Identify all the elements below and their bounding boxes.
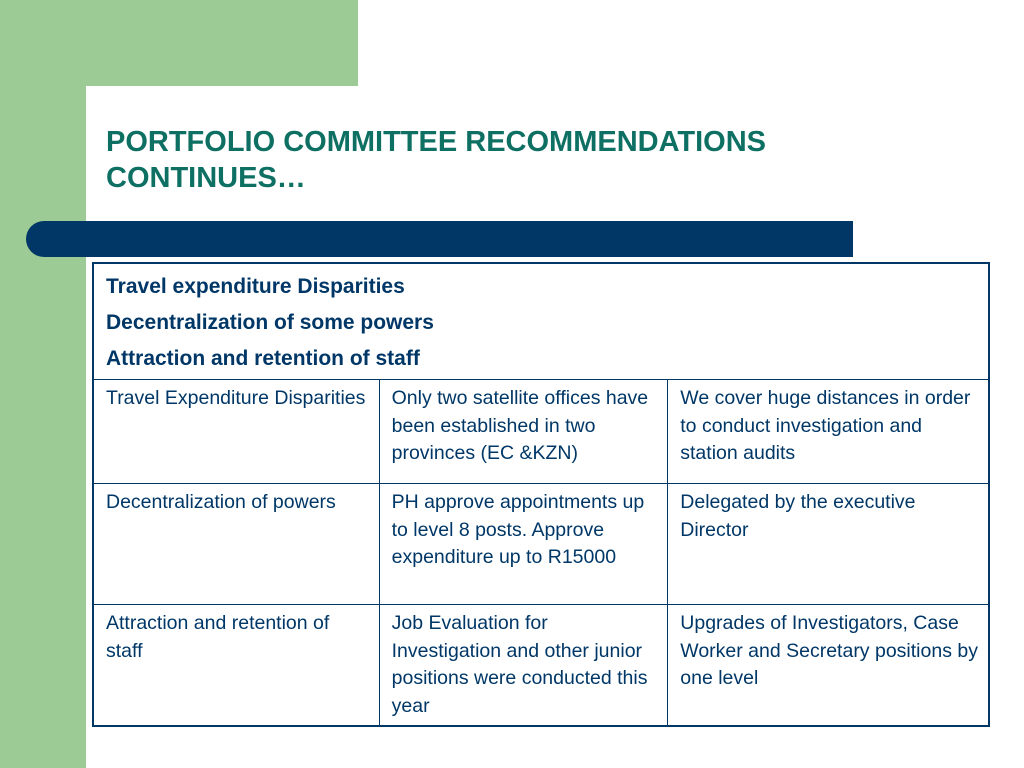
recommendations-table: [92, 262, 990, 727]
table-cell-topic: Decentralization of powers: [93, 484, 379, 605]
table-row: [93, 484, 989, 605]
header-line: Travel expenditure Disparities: [106, 275, 405, 298]
green-side-band: [0, 0, 86, 768]
green-top-band: [0, 0, 358, 86]
title-divider-bar: [26, 221, 853, 257]
slide-title: [106, 124, 986, 196]
table-cell-comment: We cover huge distances in order to conduct investigation and station audits: [668, 380, 989, 484]
table-header-cell: [93, 263, 989, 380]
table-cell-topic: Travel Expenditure Disparities: [93, 380, 379, 484]
table-cell-topic: Attraction and retention of staff: [93, 605, 379, 727]
table-row: [93, 605, 989, 727]
table-cell-action: PH approve appointments up to level 8 posts. Approve expenditure up to R15000: [379, 484, 668, 605]
table-cell-comment: Upgrades of Investigators, Case Worker and Secretary positions by one level: [668, 605, 989, 727]
slide-title-line-1: PORTFOLIO COMMITTEE RECOMMENDATIONS: [106, 126, 766, 158]
header-line: Attraction and retention of staff: [106, 347, 420, 370]
header-line: Decentralization of some powers: [106, 311, 434, 334]
table-row: [93, 380, 989, 484]
table-cell-action: Job Evaluation for Investigation and other junior positions were conducted this year: [379, 605, 668, 727]
slide-title-line-2: CONTINUES…: [106, 162, 306, 194]
table-header-row: [93, 263, 989, 380]
table-cell-action: Only two satellite offices have been established in two provinces (EC &KZN): [379, 380, 668, 484]
table-cell-comment: Delegated by the executive Director: [668, 484, 989, 605]
